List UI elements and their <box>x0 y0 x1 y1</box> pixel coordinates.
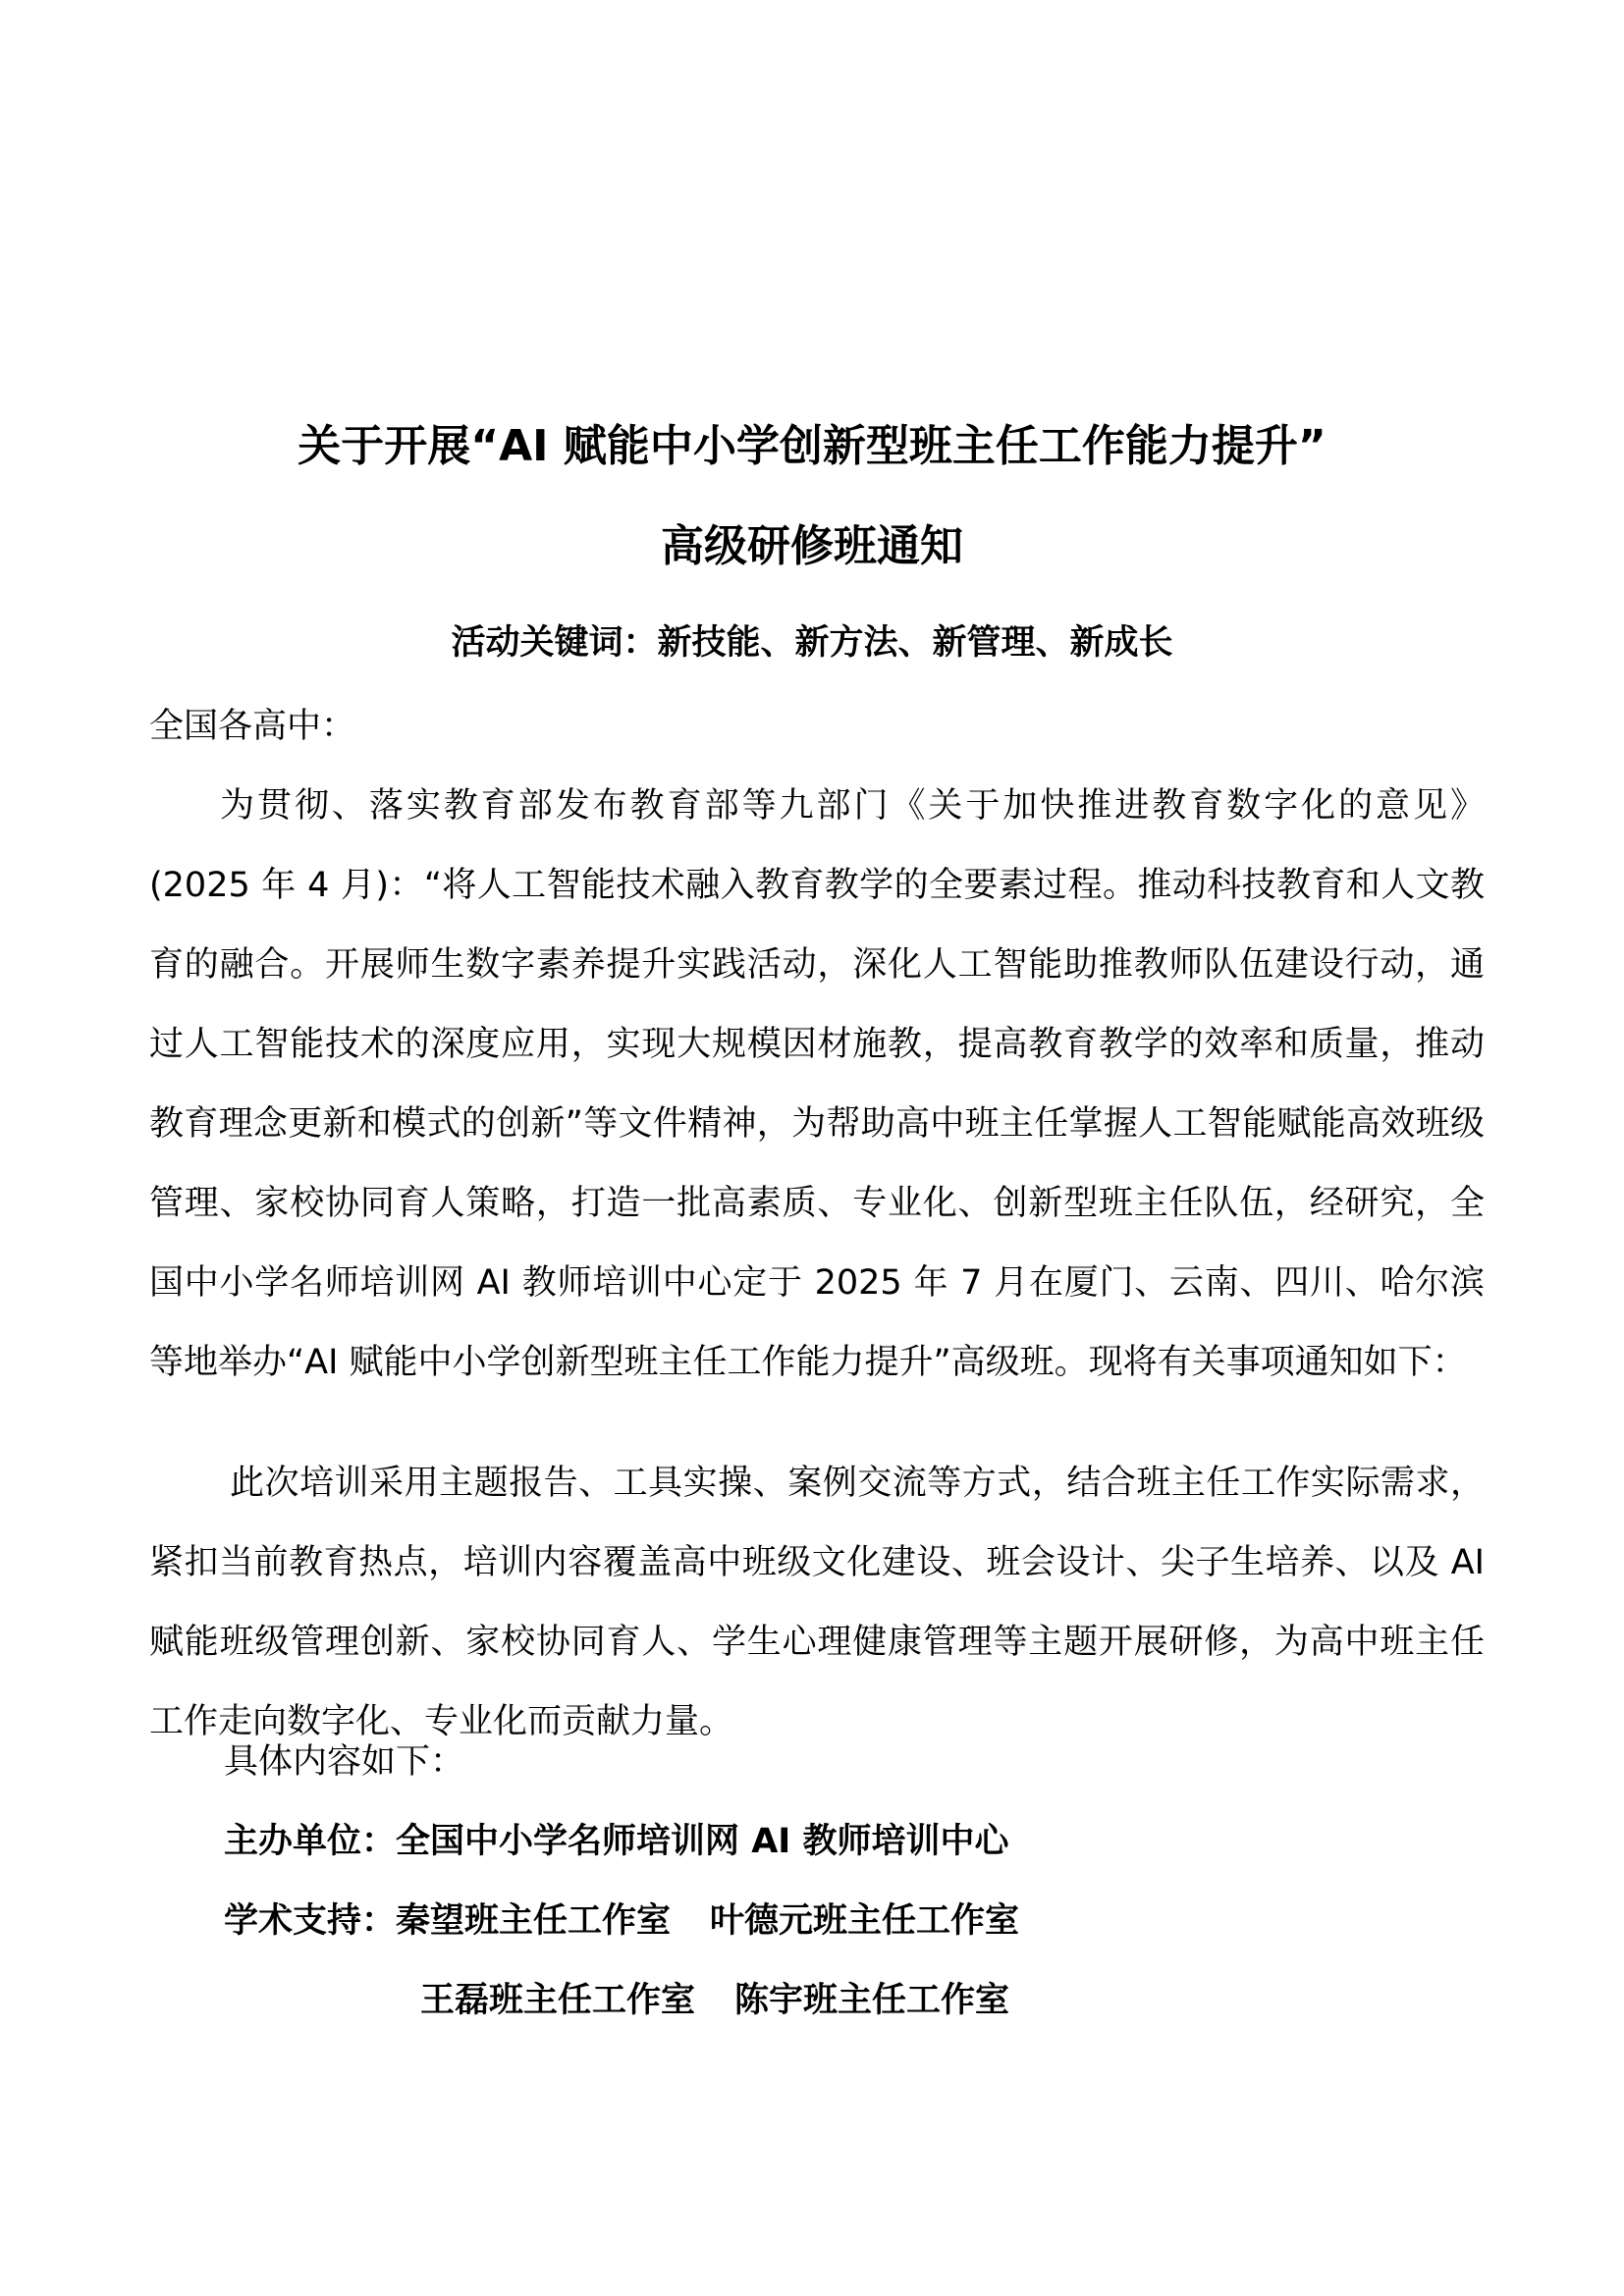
support-label: 学术支持： <box>224 1901 397 1941</box>
support-item: 叶德元班主任工作室 <box>710 1901 1020 1941</box>
details-intro: 具体内容如下： <box>224 1742 465 1782</box>
academic-support-row-continued <box>420 1961 1009 2041</box>
support-item: 秦望班主任工作室 <box>396 1901 672 1941</box>
support-item: 王磊班主任工作室 <box>420 1981 696 2020</box>
academic-support-row <box>224 1882 1019 1961</box>
host-label: 主办单位： <box>224 1822 397 1861</box>
document-title-line-1: 关于开展“AI 赋能中小学创新型班主任工作能力提升” <box>298 421 1326 471</box>
support-item: 陈宇班主任工作室 <box>734 1981 1010 2020</box>
paragraph-training-format: 此次培训采用主题报告、工具实操、案例交流等方式，结合班主任工作实际需求，紧扣当前教育热点，培训内容覆盖高中班级文化建设、班会设计、尖子生培养、以及 AI 赋能班级管理创新、家校协同育人、学生心理健康管理等主题开展研修，为高中班主任工作走向数字化、专业化而贡献力量。 <box>149 1464 1485 1741</box>
document-title-line-2: 高级研修班通知 <box>661 521 963 571</box>
paragraph-background: 为贯彻、落实教育部发布教育部等九部门《关于加快推进教育数字化的意见》(2025 年 4 月)：“将人工智能技术融入教育教学的全要素过程。推动科技教育和人文教育的融合。开展师生数字素养提升实践活动，深化人工智能助推教师队伍建设行动，通过人工智能技术的深度应用，实现大规模因材施教，提高教育教学的效率和质量，推动教育理念更新和模式的创新”等文件精神，为帮助高中班主任掌握人工智能赋能高效班级管理、家校协同育人策略，打造一批高素质、专业化、创新型班主任队伍，经研究，全国中小学名师培训网 AI 教师培训中心定于 2025 年 7 月在厦门、云南、四川、哈尔滨等地举办“AI 赋能中小学创新型班主任工作能力提升”高级班。现将有关事项通知如下： <box>149 786 1485 1382</box>
host-value: 全国中小学名师培训网 AI 教师培训中心 <box>396 1822 1009 1861</box>
host-organizer-row <box>224 1802 1009 1882</box>
salutation: 全国各高中： <box>149 707 356 746</box>
activity-keywords: 活动关键词：新技能、新方法、新管理、新成长 <box>451 623 1173 663</box>
